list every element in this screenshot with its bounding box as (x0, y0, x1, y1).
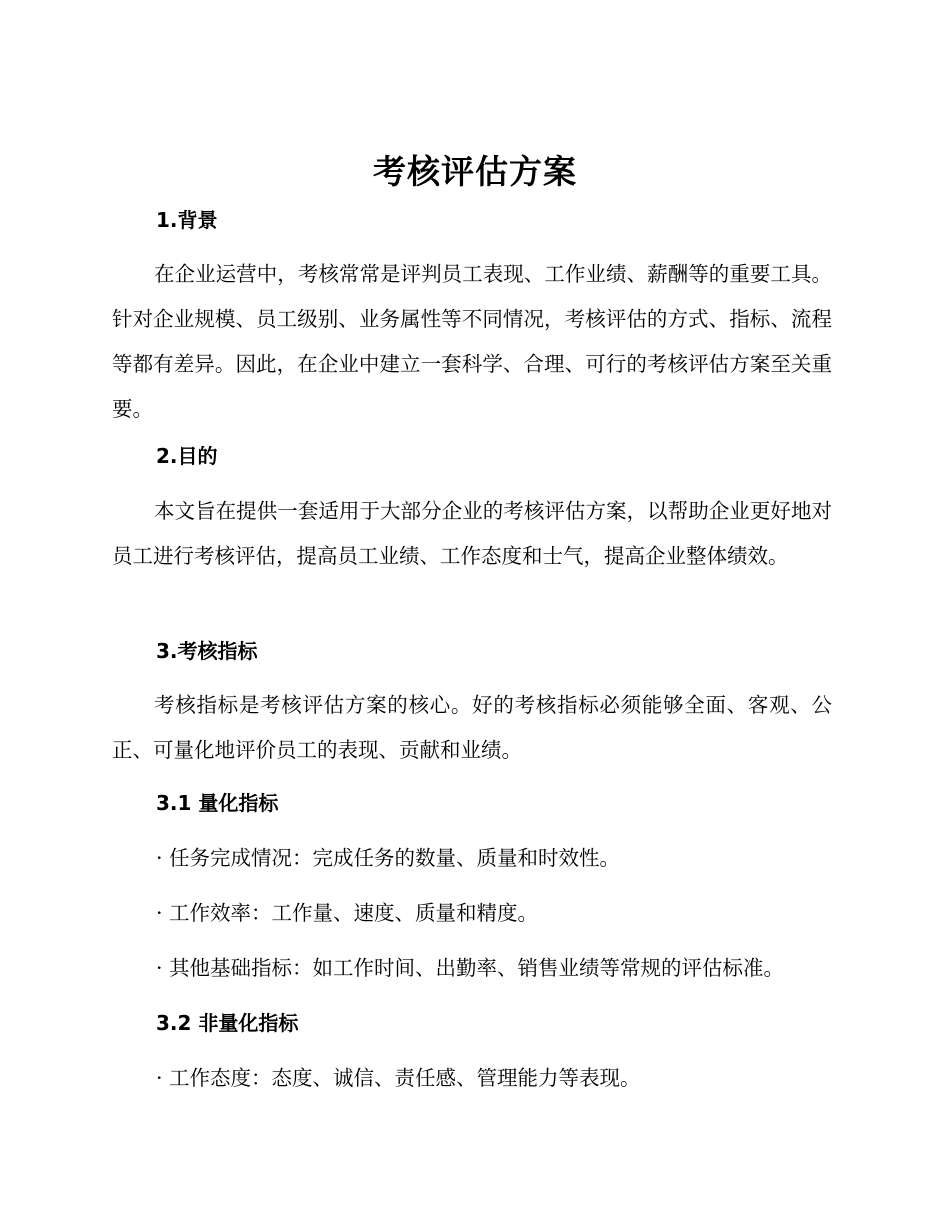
section-heading-quantitative: 3.1 量化指标 (156, 791, 279, 815)
bullet-item-work-efficiency: · 工作效率：工作量、速度、质量和精度。 (156, 901, 539, 925)
bullet-item-other-basic-indicators: · 其他基础指标：如工作时间、出勤率、销售业绩等常规的评估标准。 (156, 956, 785, 980)
bullet-item-task-completion: · 任务完成情况：完成任务的数量、质量和时效性。 (156, 846, 621, 870)
section-paragraph-purpose: 本文旨在提供一套适用于大部分企业的考核评估方案，以帮助企业更好地对员工进行考核评估，提高员工业绩、工作态度和士气，提高企业整体绩效。 (112, 499, 832, 568)
section-heading-background: 1.背景 (156, 208, 218, 232)
section-heading-purpose: 2.目的 (156, 444, 218, 468)
bullet-item-work-attitude: · 工作态度：态度、诚信、责任感、管理能力等表现。 (156, 1066, 641, 1090)
section-heading-non-quantitative: 3.2 非量化指标 (156, 1011, 299, 1035)
section-paragraph-indicators: 考核指标是考核评估方案的核心。好的考核指标必须能够全面、客观、公正、可量化地评价员工的表现、贡献和业绩。 (112, 693, 832, 762)
document-title: 考核评估方案 (373, 152, 577, 191)
section-paragraph-background: 在企业运营中，考核常常是评判员工表现、工作业绩、薪酬等的重要工具。针对企业规模、员工级别、业务属性等不同情况，考核评估的方式、指标、流程等都有差异。因此，在企业中建立一套科学、合理、可行的考核评估方案至关重要。 (112, 262, 832, 421)
section-heading-indicators: 3.考核指标 (156, 639, 258, 663)
